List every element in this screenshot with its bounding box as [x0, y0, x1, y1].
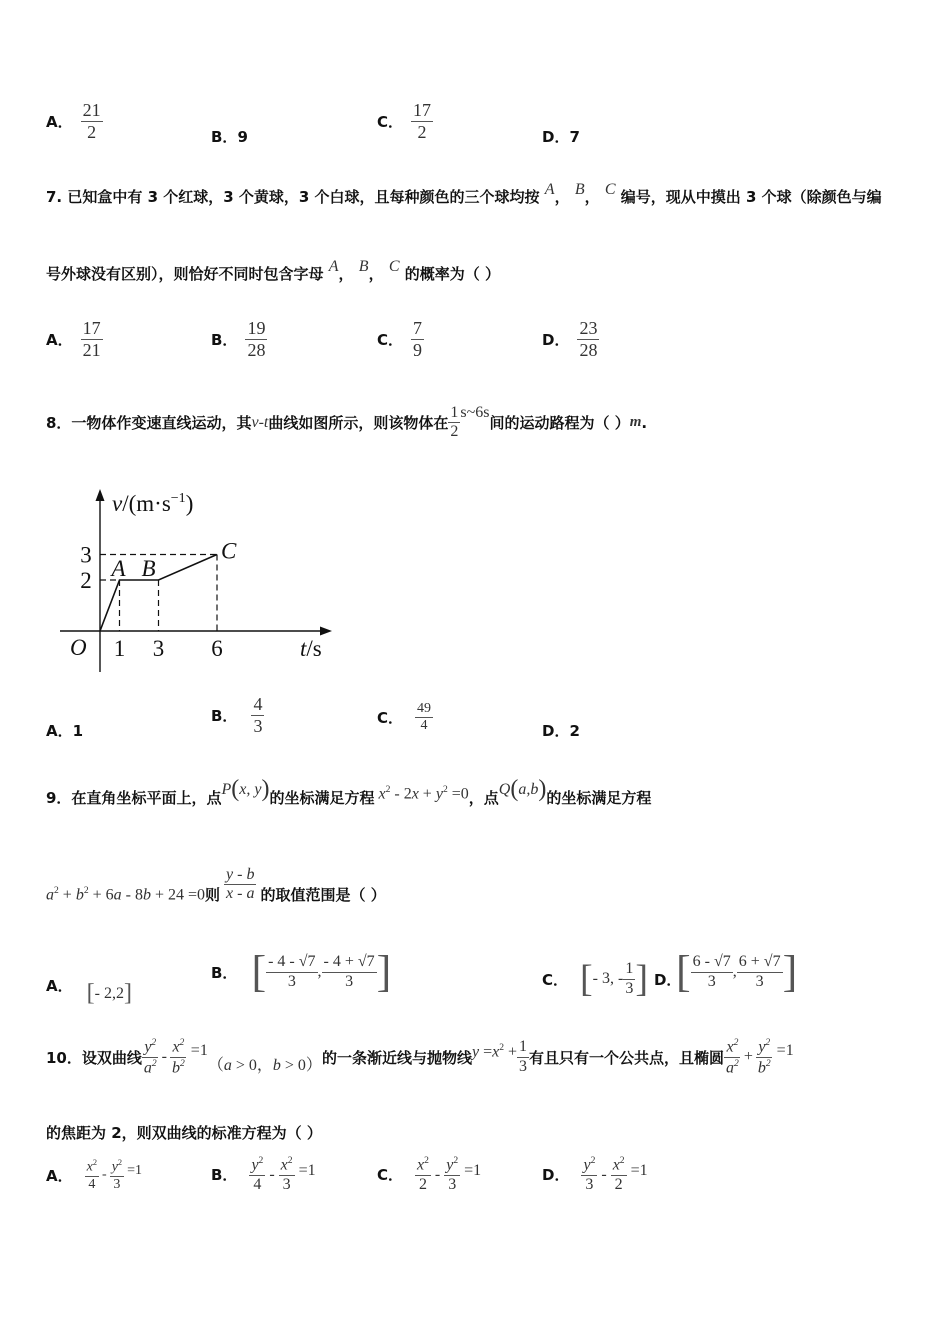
- q6-option-a: [46, 100, 103, 142]
- q9-option-a: A． [ - 2,2 ]: [46, 977, 132, 1006]
- point-label-b: B: [141, 556, 156, 581]
- q7-option-c: C． $\frac{7}{9}$: [377, 318, 423, 360]
- q10-option-a: A． $\frac{x^2}{4}$ - $\frac{y^2}{3}$ =1: [46, 1158, 142, 1192]
- q9-option-b: B． [ $\frac{- 4 - √7}{3}$ , $\frac{- 4 + √7}{3}$ ]: [211, 947, 392, 996]
- q8-option-b: B． $\frac{4}{3}$: [211, 694, 263, 736]
- y-tick-label: 3: [80, 542, 92, 568]
- q6-option-d: D． 7: [542, 127, 580, 146]
- q8-option-d: D． 2: [542, 721, 580, 740]
- q8-option-a: A． 1: [46, 721, 84, 740]
- origin-label: O: [70, 635, 87, 660]
- q10-line-1: 10．设双曲线 $\frac{y^2}{a^2}$ - $\frac{x^2}{b^2}$ =1 （a > 0，b > 0） 的一条渐近线与抛物线 $y =x^2$ + $\frac{1}{3}$ 有且只有一个公共点，且椭圆 $\frac{x^2}{a^2}$ + $\frac{y^2}{b^2}$ =1: [46, 1037, 794, 1077]
- y-axis-arrow: [96, 489, 105, 501]
- x-tick-label: 1: [113, 636, 126, 661]
- fraction: $\frac{21}{2}$: [82, 100, 101, 142]
- q7-option-d: D． $\frac{23}{28}$: [542, 318, 598, 360]
- equation-q: $a^2 + b^2 + 6a - 8b + 24 =0$: [46, 885, 206, 904]
- q10-line-2: 的焦距为 2，则双曲线的标准方程为（ ）: [46, 1124, 322, 1142]
- q8-stem: 8．一物体作变速直线运动，其 v - t 曲线如图所示，则该物体在 $\frac{1}{2}$ s~6s 间的运动路程为（ ） m .: [46, 403, 648, 441]
- q6-option-b: B． 9: [211, 127, 248, 146]
- fraction: $\frac{17}{2}$: [413, 100, 432, 142]
- vt-graph: [50, 485, 350, 680]
- q9-line-2: $a^2 + b^2 + 6a - 8b + 24 =0$ 则 $\frac{y - b}{x - a}$ 的取值范围是（ ）: [46, 866, 386, 905]
- q7-option-b: B． $\frac{19}{28}$: [211, 318, 266, 360]
- y-axis-label: $v/(m\cdot s^{-1})$: [112, 491, 194, 516]
- q9-line-1: 9．在直角坐标平面上，点 P ( x, y ) 的坐标满足方程 $x^2 - 2x + y^2 =0$ ，点 Q ( a,b ) 的坐标满足方程: [46, 776, 652, 807]
- q10-option-d: D． $\frac{y^2}{3}$ - $\frac{x^2}{2}$ =1: [542, 1155, 648, 1193]
- x-axis-arrow: [320, 627, 332, 636]
- y-tick-label: 2: [80, 568, 92, 593]
- q6-option-c: C． $\frac{17}{2}$: [377, 100, 432, 142]
- q7-option-a: A． $\frac{17}{21}$: [46, 318, 101, 360]
- q7-line-1: 7. 已知盒中有 3 个红球，3 个黄球，3 个白球，且每种颜色的三个球均按 A， B， C 编号，现从中摸出 3 个球（除颜色与编: [46, 181, 882, 206]
- equation-circle: $x^2 - 2x + y^2 =0$: [378, 783, 469, 803]
- q8-option-c: C． $\frac{49}{4}$: [377, 701, 432, 734]
- q9-option-d: [ $\frac{6 - √7}{3}$ , $\frac{6 + √7}{3}$ ]: [676, 947, 798, 996]
- x-axis-label: t/s: [300, 636, 322, 661]
- x-tick-label: 6: [211, 636, 223, 661]
- q9-option-c: C． [ - 3, - $\frac{1}{3}$ ] D．: [542, 958, 682, 1000]
- x-tick-label: 3: [152, 636, 165, 661]
- q7-line-2: 号外球没有区别），则恰好不同时包含字母 A， B， C 的概率为（ ）: [46, 258, 500, 283]
- q10-option-b: B． $\frac{y^2}{4}$ - $\frac{x^2}{3}$ =1: [211, 1155, 316, 1193]
- point-label-c: C: [221, 538, 237, 564]
- option-label: A．: [46, 112, 73, 131]
- q10-option-c: C． $\frac{x^2}{2}$ - $\frac{y^2}{3}$ =1: [377, 1155, 482, 1193]
- point-label-a: A: [111, 556, 126, 581]
